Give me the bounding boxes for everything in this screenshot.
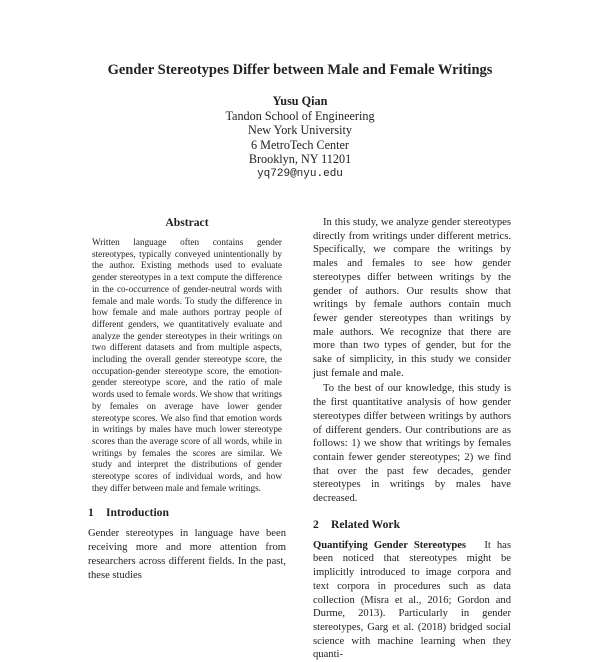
abstract-text: Written language often contains gender stereotypes, typically conveyed unintentionally by the author. Existing methods used to evaluate gender stereotypes in a text compute the difference in the co-occurrence of gender-neutral words with female and male words. To study the difference in how female and male authors portray people of different genders, we quantitatively evaluate and analyze the gender stereotypes in their writings on two different datasets and from multiple aspects, including the overall gender stereotype score, the occupation-gender stereotype score, the emotion-gender stereotype score, and the ratio of male words used to female words. We show that writings by females on average have lower gender stereotype scores. We also find that emotion words in writings by males have much lower stereotype scores than the average score of all words, while in writings by females the scores are similar. We study and interpret the distributions of gender stereotype scores of individual words, and how they differ between male and female writings.	[92, 237, 282, 493]
related-work-text: It has been noticed that stereotypes might be implicitly introduced to image corpora and text corpora in procedures such as data collection (Misra et al., 2016; Gordon and Durme, 2013). Particularly in gender stereotypes, Garg et al. (2018) bridged social science with machine learning when they quanti-	[313, 539, 511, 661]
author-block	[0, 94, 600, 182]
affiliation-line: 6 MetroTech Center	[251, 137, 349, 152]
section-title: Introduction	[106, 506, 169, 520]
paragraph-subheading: Quantifying Gender Stereotypes	[313, 539, 467, 551]
section-heading-related-work	[313, 518, 511, 531]
body-paragraph-1: In this study, we analyze gender stereotypes directly from writings under different metrics. Specifically, we compare the writings by males and females to see how gender stereotypes differ between writings by the gender of authors. Our results show that writings by female authors contain much fewer gender stereotypes than writings by male authors. We recognize that there are more than two types of gender, but for the sake of simplicity, in this study we consider just female and male.	[313, 217, 511, 379]
left-column	[88, 216, 286, 582]
related-work-paragraph	[313, 539, 511, 662]
paper-title: Gender Stereotypes Differ between Male and Female Writings	[107, 62, 493, 78]
section-title: Related Work	[331, 517, 401, 531]
right-column	[313, 216, 511, 662]
author-email[interactable]: yq729@nyu.edu	[257, 167, 343, 180]
section-number: 2	[313, 517, 319, 531]
body-paragraph-2: To the best of our knowledge, this study is the first quantitative analysis of how gender stereotypes differ between writings by authors of different genders. Our contributions are as follows: 1) we show that writings by females contain fewer gender stereotypes; 2) we find that over the past few decades, gender stereotypes in writings by males have decreased.	[313, 383, 511, 505]
affiliation-line: New York University	[248, 123, 352, 138]
author-name: Yusu Qian	[272, 94, 328, 108]
section-number: 1	[88, 506, 94, 520]
abstract-heading: Abstract	[165, 216, 209, 229]
affiliation-line: Tandon School of Engineering	[225, 108, 375, 123]
section-heading-introduction	[88, 506, 286, 519]
affiliation-line: Brooklyn, NY 11201	[248, 152, 352, 167]
introduction-paragraph: Gender stereotypes in language have been receiving more and more attention from researchers across different fields. In the past, these studies	[88, 528, 286, 581]
